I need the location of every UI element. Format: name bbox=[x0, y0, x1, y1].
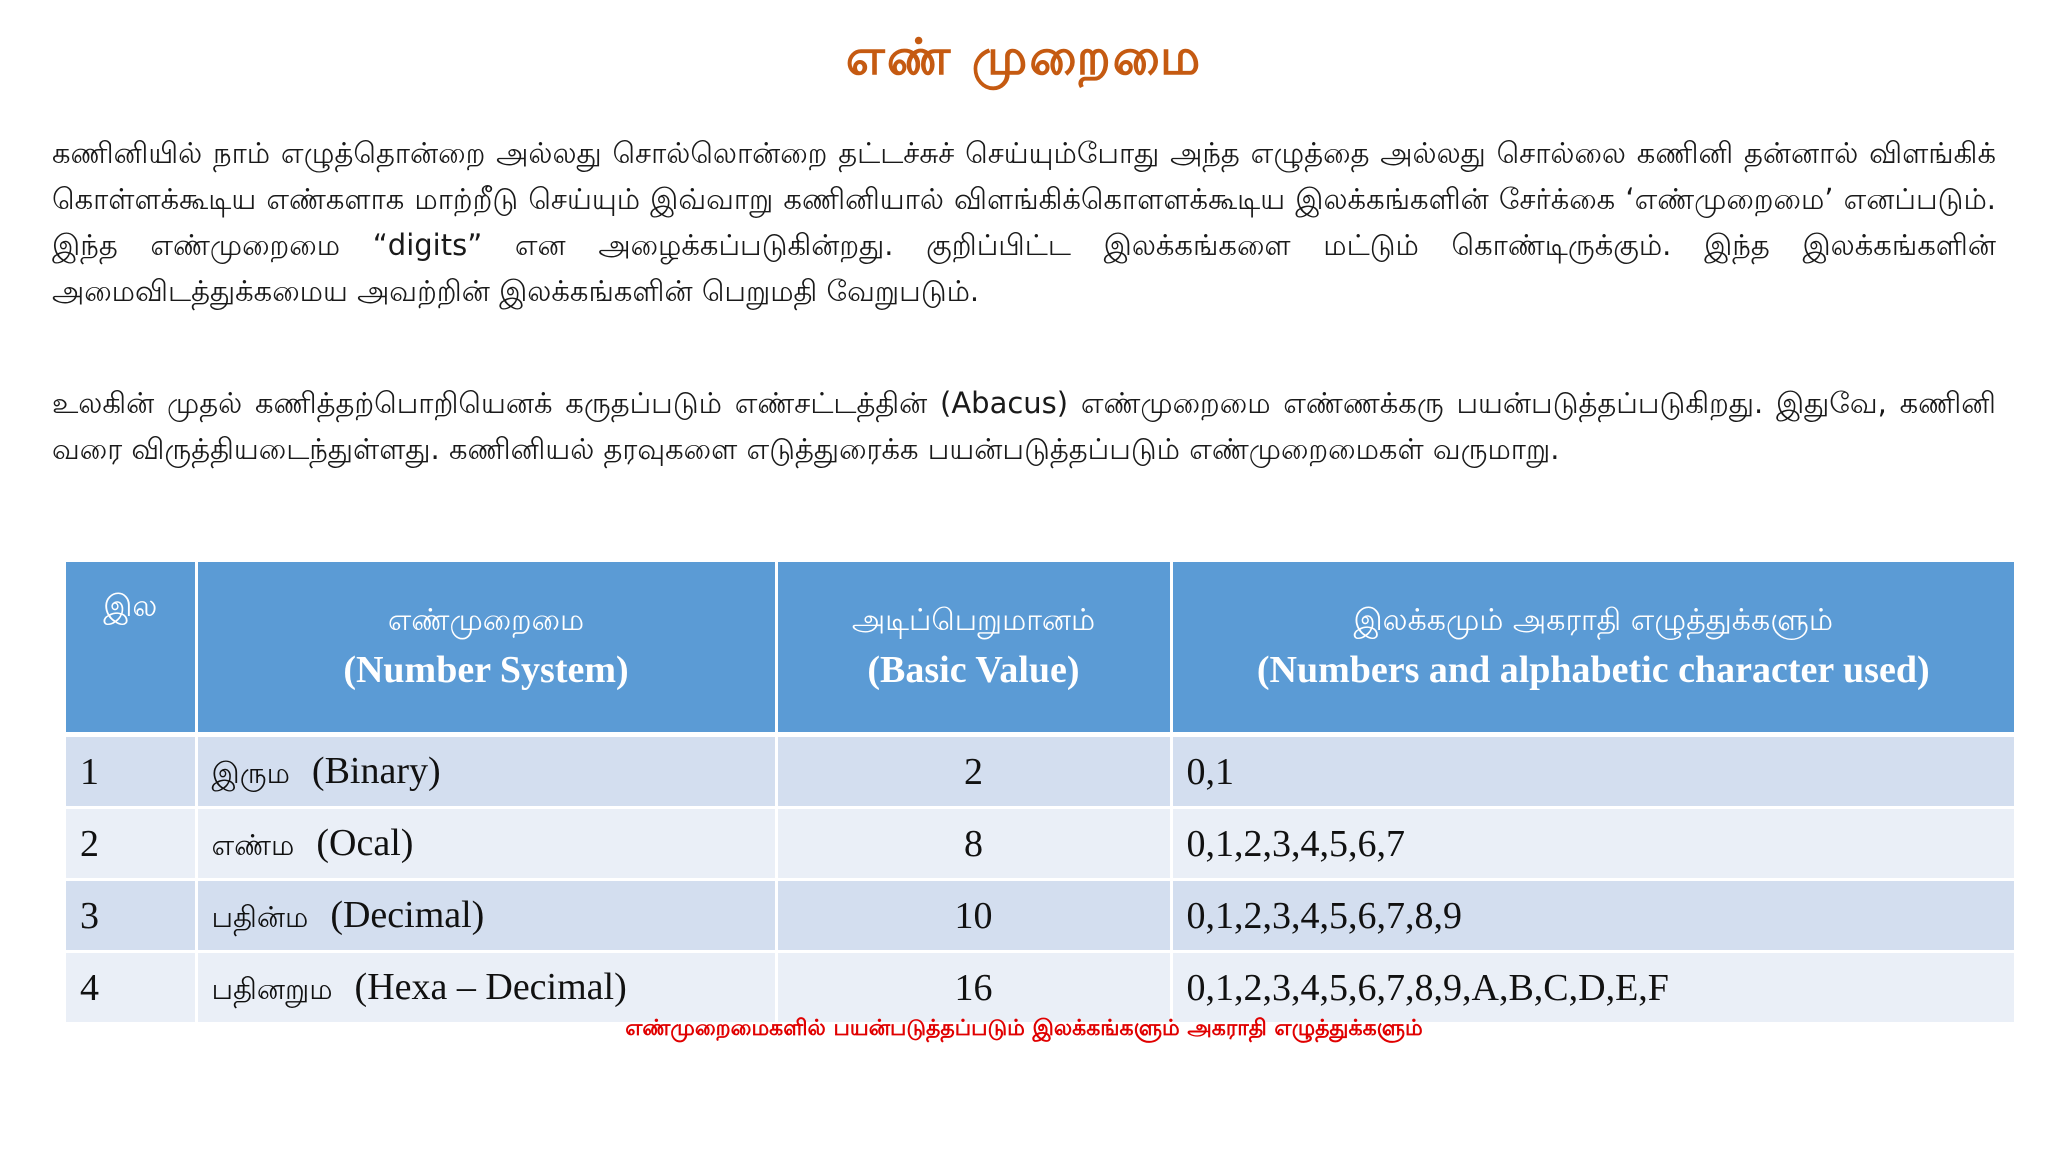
row-digits: 0,1 bbox=[1171, 735, 2014, 808]
header-characters bbox=[1171, 562, 2014, 735]
row-index: 3 bbox=[66, 880, 196, 952]
header-basic-value-ta: அடிப்பெறுமானம் bbox=[851, 603, 1096, 638]
row-digits: 0,1,2,3,4,5,6,7 bbox=[1171, 808, 2014, 880]
row-digits: 0,1,2,3,4,5,6,7,8,9,A,B,C,D,E,F bbox=[1171, 952, 2014, 1024]
row-system bbox=[196, 880, 776, 952]
row-system bbox=[196, 808, 776, 880]
row-system-ta: பதினறும bbox=[211, 972, 333, 1006]
row-system-ta: பதின்ம bbox=[211, 900, 309, 934]
row-system-en: (Decimal) bbox=[330, 894, 485, 936]
row-system-en: (Ocal) bbox=[316, 822, 414, 864]
intro-paragraph: கணினியில் நாம் எழுத்தொன்றை அல்லது சொல்லொன்றை தட்டச்சுச் செய்யும்போது அந்த எழுத்தை அல்லது சொல்லை கணினி தன்னால் விளங்கிக் கொள்ளக்கூடிய எண்களாக மாற்றீடு செய்யும் இவ்வாறு கணினியால் விளங்கிக்கொளளக்கூடிய இலக்கங்களின் சேர்க்கை ‘எண்முறைமை’ எனப்படும். இந்த எண்முறைமை “digits” என அழைக்கப்படுகின்றது. குறிப்பிட்ட இலக்கங்களை மட்டும் கொண்டிருக்கும். இந்த இலக்கங்களின் அமைவிடத்துக்கமைய அவற்றின் இலக்கங்களின் பெறுமதி வேறுபடும். bbox=[52, 136, 1996, 308]
table-row bbox=[66, 735, 2014, 808]
table-header-row bbox=[66, 562, 2014, 735]
row-system-ta: இரும bbox=[211, 756, 290, 790]
row-index: 1 bbox=[66, 735, 196, 808]
row-base: 2 bbox=[776, 735, 1171, 808]
header-basic-value-en: (Basic Value) bbox=[867, 649, 1080, 691]
table-row bbox=[66, 808, 2014, 880]
row-system-en: (Binary) bbox=[311, 750, 441, 792]
row-index: 4 bbox=[66, 952, 196, 1024]
row-base: 8 bbox=[776, 808, 1171, 880]
row-system bbox=[196, 952, 776, 1024]
header-characters-ta: இலக்கமும் அகராதி எழுத்துக்களும் bbox=[1353, 603, 1833, 638]
number-system-table bbox=[66, 562, 2014, 1025]
row-system-en: (Hexa – Decimal) bbox=[354, 966, 627, 1008]
header-index bbox=[66, 562, 196, 735]
header-index-label: இல bbox=[103, 589, 158, 624]
header-number-system bbox=[196, 562, 776, 735]
header-characters-en: (Numbers and alphabetic character used) bbox=[1256, 649, 1930, 691]
header-basic-value bbox=[776, 562, 1171, 735]
header-number-system-ta: எண்முறைமை bbox=[387, 603, 585, 638]
row-base: 10 bbox=[776, 880, 1171, 952]
table-row bbox=[66, 952, 2014, 1024]
row-system-ta: எண்ம bbox=[211, 828, 295, 862]
table-row bbox=[66, 880, 2014, 952]
row-index: 2 bbox=[66, 808, 196, 880]
row-digits: 0,1,2,3,4,5,6,7,8,9 bbox=[1171, 880, 2014, 952]
row-system bbox=[196, 735, 776, 808]
header-number-system-en: (Number System) bbox=[343, 649, 629, 691]
row-base: 16 bbox=[776, 952, 1171, 1024]
table-caption: எண்முறைமைகளில் பயன்படுத்தப்படும் இலக்கங்களும் அகராதி எழுத்துக்களும் bbox=[625, 1016, 1423, 1041]
abacus-paragraph: உலகின் முதல் கணித்தற்பொறியெனக் கருதப்படும் எண்சட்டத்தின் (Abacus) எண்முறைமை எண்ணக்கரு பயன்படுத்தப்படுகிறது. இதுவே, கணினி வரை விருத்தியடைந்துள்ளது. கணினியல் தரவுகளை எடுத்துரைக்க பயன்படுத்தப்படும் எண்முறைமைகள் வருமாறு. bbox=[52, 386, 1996, 466]
page-title: எண் முறைமை bbox=[845, 28, 1203, 86]
